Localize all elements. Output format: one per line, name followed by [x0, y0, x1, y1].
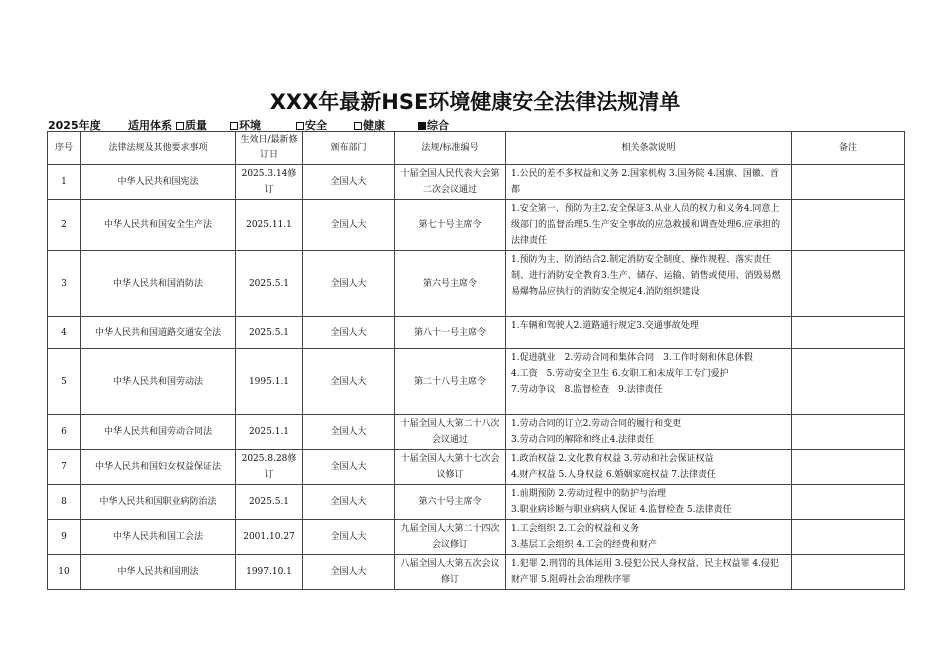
row-name: 中华人民共和国工会法: [81, 520, 236, 555]
row-date: 2025.3.14修订: [236, 165, 303, 200]
desc-line: 1.车辆和驾驶人2.道路通行规定3.交通事故处理: [511, 321, 699, 331]
row-name: 中华人民共和国职业病防治法: [81, 485, 236, 520]
row-date: 1995.1.1: [236, 349, 303, 415]
table-row: [48, 165, 905, 200]
option-environment[interactable]: 环境: [230, 117, 261, 133]
row-desc: [506, 349, 792, 415]
desc-line: 4.工资 5.劳动安全卫生 6.女职工和未成年工专门爱护: [511, 369, 729, 379]
year-label: 2025年度: [48, 119, 101, 132]
row-desc: [506, 520, 792, 555]
row-desc: [506, 555, 792, 590]
row-issuer: 全国人大: [303, 520, 395, 555]
row-no: 6: [48, 415, 81, 450]
row-date: 2025.1.1: [236, 415, 303, 450]
row-name: 中华人民共和国妇女权益保证法: [81, 450, 236, 485]
row-number: 十届全国人大第二十八次会议通过: [395, 415, 506, 450]
checked-checkbox-icon: [418, 122, 426, 130]
header-number: 法规/标准编号: [395, 132, 506, 165]
table-row: [48, 200, 905, 251]
row-remark: [792, 485, 905, 520]
desc-line: 1.前期预防 2.劳动过程中的防护与治理: [511, 489, 667, 499]
row-issuer: 全国人大: [303, 251, 395, 317]
desc-line: 4.财产权益 5.人身权益 6.婚姻家庭权益 7.法律责任: [511, 470, 716, 480]
desc-line: 1.安全第一、预防为主2.安全保证3.从业人员的权力和义务4.同意上级部门的监督治理5.生产安全事故的应急救援和调查处理6.应承担的法律责任: [511, 204, 781, 246]
row-date: 2001.10.27: [236, 520, 303, 555]
row-remark: [792, 317, 905, 349]
header-no: 序号: [48, 132, 81, 165]
row-no: 7: [48, 450, 81, 485]
header-desc: 相关条款说明: [506, 132, 792, 165]
row-desc: [506, 317, 792, 349]
row-remark: [792, 415, 905, 450]
row-number: 十届全国人大第十七次会议修订: [395, 450, 506, 485]
table-row: [48, 555, 905, 590]
row-number: 第二十八号主席令: [395, 349, 506, 415]
row-name: 中华人民共和国消防法: [81, 251, 236, 317]
row-name: 中华人民共和国刑法: [81, 555, 236, 590]
row-number: 九届全国人大第二十四次会议修订: [395, 520, 506, 555]
row-number: 八届全国人大第五次会议修订: [395, 555, 506, 590]
row-issuer: 全国人大: [303, 165, 395, 200]
scope-label: 适用体系: [128, 119, 172, 132]
row-no: 4: [48, 317, 81, 349]
desc-line: 1.促进就业 2.劳动合同和集体合同 3.工作时刻和休息休假: [511, 353, 753, 363]
row-name: 中华人民共和国安全生产法: [81, 200, 236, 251]
row-date: 2025.8.28修订: [236, 450, 303, 485]
row-no: 5: [48, 349, 81, 415]
table-row: [48, 450, 905, 485]
option-safety[interactable]: 安全: [296, 117, 327, 133]
row-desc: [506, 485, 792, 520]
table-row: [48, 415, 905, 450]
table-row: [48, 520, 905, 555]
row-no: 1: [48, 165, 81, 200]
table-row: [48, 317, 905, 349]
row-no: 2: [48, 200, 81, 251]
desc-line: 1.预防为主、防消结合2.制定消防安全制度、操作规程、落实责任制、进行消防安全教育3.生产、储存、运输、销售或使用、消毁易燃易爆物品应执行的消防安全规定4.消防组织建设: [511, 255, 781, 297]
row-name: 中华人民共和国道路交通安全法: [81, 317, 236, 349]
table-header-row: [48, 132, 905, 165]
row-desc: [506, 200, 792, 251]
desc-line: 3.职业病诊断与职业病病人保证 4.监督检查 5.法律责任: [511, 505, 732, 515]
row-date: 2025.5.1: [236, 317, 303, 349]
option-quality[interactable]: 质量: [176, 117, 207, 133]
table-row: [48, 349, 905, 415]
checkbox-icon: [176, 122, 184, 130]
row-remark: [792, 555, 905, 590]
desc-line: 3.劳动合同的解除和终止4.法律责任: [511, 435, 655, 445]
row-issuer: 全国人大: [303, 485, 395, 520]
row-no: 10: [48, 555, 81, 590]
checkbox-icon: [230, 122, 238, 130]
row-remark: [792, 165, 905, 200]
row-desc: [506, 415, 792, 450]
document-title: XXX年最新HSE环境健康安全法律法规清单: [269, 90, 681, 114]
desc-line: 7.劳动争议 8.监督检查 9.法律责任: [511, 385, 663, 395]
row-desc: [506, 450, 792, 485]
row-number: 第六号主席令: [395, 251, 506, 317]
row-no: 9: [48, 520, 81, 555]
option-health[interactable]: 健康: [354, 117, 385, 133]
table-row: [48, 251, 905, 317]
row-issuer: 全国人大: [303, 415, 395, 450]
row-remark: [792, 520, 905, 555]
row-issuer: 全国人大: [303, 349, 395, 415]
desc-line: 1.政治权益 2.文化教育权益 3.劳动和社会保证权益: [511, 454, 714, 464]
row-issuer: 全国人大: [303, 317, 395, 349]
row-desc: [506, 251, 792, 317]
desc-line: 3.基层工会组织 4.工会的经费和财产: [511, 540, 658, 550]
row-remark: [792, 251, 905, 317]
checkbox-icon: [354, 122, 362, 130]
desc-line: 1.犯罪 2.刑罚的具体运用 3.侵犯公民人身权益、民主权益罪 4.侵犯财产罪 5.阻碍社会治理秩序罪: [511, 559, 779, 585]
row-date: 2025.5.1: [236, 251, 303, 317]
row-no: 3: [48, 251, 81, 317]
desc-line: 1.公民的差不多权益和义务 2.国家机构 3.国务院 4.国旗、国徽、首都: [511, 169, 779, 195]
desc-line: 1.工会组织 2.工会的权益和义务: [511, 524, 640, 534]
row-no: 8: [48, 485, 81, 520]
row-issuer: 全国人大: [303, 555, 395, 590]
row-desc: [506, 165, 792, 200]
row-remark: [792, 200, 905, 251]
header-issuer: 颁布部门: [303, 132, 395, 165]
row-name: 中华人民共和国劳动法: [81, 349, 236, 415]
row-name: 中华人民共和国宪法: [81, 165, 236, 200]
row-issuer: 全国人大: [303, 200, 395, 251]
option-comprehensive[interactable]: 综合: [418, 117, 449, 133]
row-remark: [792, 349, 905, 415]
checkbox-icon: [296, 122, 304, 130]
header-date: 生效日/最新修订日: [236, 132, 303, 165]
row-date: 2025.5.1: [236, 485, 303, 520]
row-date: 1997.10.1: [236, 555, 303, 590]
row-number: 第八十一号主席令: [395, 317, 506, 349]
row-issuer: 全国人大: [303, 450, 395, 485]
header-remark: 备注: [792, 132, 905, 165]
row-name: 中华人民共和国劳动合同法: [81, 415, 236, 450]
row-remark: [792, 450, 905, 485]
row-number: 第七十号主席令: [395, 200, 506, 251]
header-name: 法律法规及其他要求事项: [81, 132, 236, 165]
desc-line: 1.劳动合同的订立2.劳动合同的履行和变更: [511, 419, 682, 429]
table-row: [48, 485, 905, 520]
row-date: 2025.11.1: [236, 200, 303, 251]
regulations-table: [47, 131, 905, 590]
row-number: 十届全国人民代表大会第二次会议通过: [395, 165, 506, 200]
row-number: 第六十号主席令: [395, 485, 506, 520]
